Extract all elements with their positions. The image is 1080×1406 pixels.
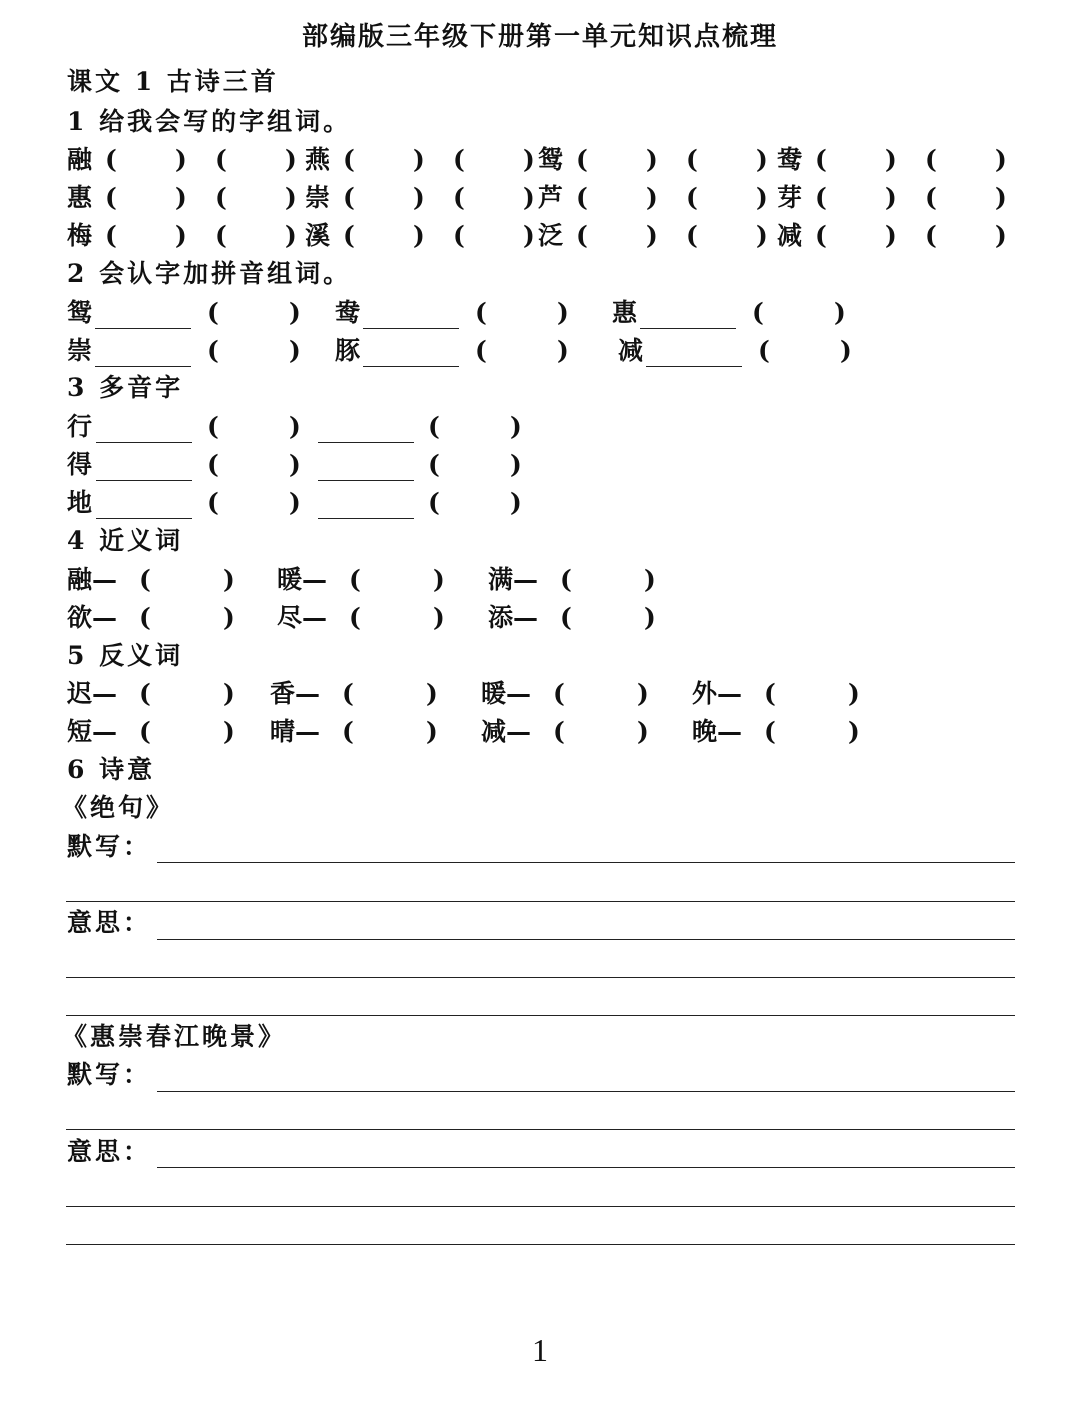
poem2-write-line[interactable] — [66, 1129, 1015, 1130]
paren-left[interactable]: ( — [686, 183, 698, 212]
poem1-write-line[interactable] — [66, 901, 1015, 902]
poem1-write-line[interactable] — [157, 862, 1015, 863]
paren-right[interactable]: ) — [289, 336, 301, 365]
char: 鸳 — [67, 298, 93, 327]
blank-line[interactable] — [318, 442, 414, 443]
blank-line[interactable] — [96, 518, 192, 519]
section6-heading: 6 诗意 — [67, 755, 156, 784]
paren-right[interactable]: ) — [289, 298, 301, 327]
char: 减— — [481, 717, 532, 746]
paren-left[interactable]: ( — [576, 145, 588, 174]
poem1-title: 《绝句》 — [62, 793, 175, 822]
blank-line[interactable] — [363, 328, 459, 329]
paren-right[interactable]: ) — [426, 679, 438, 708]
paren-left[interactable]: ( — [207, 298, 219, 327]
paren-left[interactable]: ( — [925, 145, 937, 174]
blank-line[interactable] — [640, 328, 736, 329]
blank-line[interactable] — [363, 366, 459, 367]
paren-right[interactable]: ) — [646, 183, 658, 212]
blank-line[interactable] — [96, 480, 192, 481]
paren-right[interactable]: ) — [433, 603, 445, 632]
paren-left[interactable]: ( — [453, 221, 465, 250]
paren-left[interactable]: ( — [475, 336, 487, 365]
paren-left[interactable]: ( — [139, 565, 151, 594]
paren-right[interactable]: ) — [289, 450, 301, 479]
paren-left[interactable]: ( — [207, 412, 219, 441]
paren-right[interactable]: ) — [223, 679, 235, 708]
paren-right[interactable]: ) — [557, 298, 569, 327]
char: 地 — [67, 488, 93, 517]
char: 晚— — [692, 717, 743, 746]
char: 添— — [488, 603, 539, 632]
page-number: 1 — [532, 1332, 548, 1368]
paren-right[interactable]: ) — [756, 183, 768, 212]
paren-right[interactable]: ) — [848, 679, 860, 708]
paren-right[interactable]: ) — [756, 145, 768, 174]
char: 短— — [67, 717, 118, 746]
paren-left[interactable]: ( — [758, 336, 770, 365]
paren-left[interactable]: ( — [553, 717, 565, 746]
paren-left[interactable]: ( — [453, 145, 465, 174]
paren-left[interactable]: ( — [342, 717, 354, 746]
char: 减 — [618, 336, 644, 365]
paren-left[interactable]: ( — [686, 145, 698, 174]
paren-right[interactable]: ) — [175, 145, 187, 174]
paren-right[interactable]: ) — [557, 336, 569, 365]
poem2-write-label: 默写： — [67, 1060, 152, 1089]
char: 崇 — [67, 336, 93, 365]
paren-right[interactable]: ) — [413, 183, 425, 212]
paren-left[interactable]: ( — [764, 717, 776, 746]
paren-left[interactable]: ( — [560, 603, 572, 632]
paren-left[interactable]: ( — [815, 145, 827, 174]
poem1-meaning-line[interactable] — [66, 977, 1015, 978]
char: 鸳 — [538, 145, 564, 174]
paren-right[interactable]: ) — [885, 145, 897, 174]
char: 惠 — [612, 298, 638, 327]
char: 香— — [270, 679, 321, 708]
poem2-meaning-label: 意思： — [67, 1137, 152, 1166]
paren-left[interactable]: ( — [139, 603, 151, 632]
page-title: 部编版三年级下册第一单元知识点梳理 — [301, 22, 778, 52]
paren-right[interactable]: ) — [510, 412, 522, 441]
char: 芦 — [538, 183, 564, 212]
paren-left[interactable]: ( — [343, 221, 355, 250]
paren-left[interactable]: ( — [576, 221, 588, 250]
paren-right[interactable]: ) — [840, 336, 852, 365]
paren-left[interactable]: ( — [215, 183, 227, 212]
poem1-write-label: 默写： — [67, 832, 152, 861]
paren-right[interactable]: ) — [995, 145, 1007, 174]
paren-right[interactable]: ) — [413, 221, 425, 250]
paren-right[interactable]: ) — [523, 221, 535, 250]
paren-right[interactable]: ) — [285, 221, 297, 250]
paren-left[interactable]: ( — [453, 183, 465, 212]
paren-right[interactable]: ) — [848, 717, 860, 746]
paren-left[interactable]: ( — [349, 603, 361, 632]
poem2-write-line[interactable] — [157, 1091, 1015, 1092]
char: 迟— — [67, 679, 118, 708]
char: 满— — [488, 565, 539, 594]
poem1-meaning-line[interactable] — [157, 939, 1015, 940]
section4-heading: 4 近义词 — [67, 526, 184, 555]
paren-right[interactable]: ) — [289, 488, 301, 517]
paren-right[interactable]: ) — [646, 221, 658, 250]
blank-line[interactable] — [318, 518, 414, 519]
paren-left[interactable]: ( — [764, 679, 776, 708]
paren-right[interactable]: ) — [175, 221, 187, 250]
paren-right[interactable]: ) — [223, 565, 235, 594]
char: 芽 — [777, 183, 803, 212]
paren-right[interactable]: ) — [756, 221, 768, 250]
paren-right[interactable]: ) — [510, 488, 522, 517]
paren-right[interactable]: ) — [433, 565, 445, 594]
paren-right[interactable]: ) — [637, 717, 649, 746]
char: 泛 — [538, 221, 564, 250]
blank-line[interactable] — [96, 442, 192, 443]
paren-left[interactable]: ( — [139, 679, 151, 708]
char: 行 — [67, 412, 93, 441]
blank-line[interactable] — [95, 366, 191, 367]
paren-left[interactable]: ( — [815, 221, 827, 250]
paren-left[interactable]: ( — [925, 221, 937, 250]
paren-left[interactable]: ( — [553, 679, 565, 708]
paren-right[interactable]: ) — [426, 717, 438, 746]
paren-right[interactable]: ) — [413, 145, 425, 174]
paren-left[interactable]: ( — [105, 221, 117, 250]
char: 溪 — [305, 221, 331, 250]
paren-right[interactable]: ) — [646, 145, 658, 174]
paren-right[interactable]: ) — [510, 450, 522, 479]
char: 豚 — [335, 336, 361, 365]
paren-left[interactable]: ( — [815, 183, 827, 212]
char: 鸯 — [335, 298, 361, 327]
poem1-meaning-label: 意思： — [67, 908, 152, 937]
poem2-title: 《惠崇春江晚景》 — [62, 1022, 287, 1051]
paren-left[interactable]: ( — [343, 183, 355, 212]
paren-right[interactable]: ) — [644, 603, 656, 632]
paren-right[interactable]: ) — [885, 183, 897, 212]
char: 减 — [777, 221, 803, 250]
char: 欲— — [67, 603, 118, 632]
char: 融 — [67, 145, 93, 174]
section5-heading: 5 反义词 — [67, 641, 184, 670]
char: 暖— — [481, 679, 532, 708]
paren-left[interactable]: ( — [428, 488, 440, 517]
section3-heading: 3 多音字 — [67, 373, 184, 402]
char: 融— — [67, 565, 118, 594]
blank-line[interactable] — [646, 366, 742, 367]
char: 外— — [692, 679, 743, 708]
paren-left[interactable]: ( — [343, 145, 355, 174]
paren-right[interactable]: ) — [523, 145, 535, 174]
paren-right[interactable]: ) — [285, 145, 297, 174]
paren-right[interactable]: ) — [175, 183, 187, 212]
paren-left[interactable]: ( — [105, 183, 117, 212]
paren-right[interactable]: ) — [644, 565, 656, 594]
paren-left[interactable]: ( — [207, 336, 219, 365]
char: 晴— — [270, 717, 321, 746]
paren-left[interactable]: ( — [105, 145, 117, 174]
char: 惠 — [67, 183, 93, 212]
paren-right[interactable]: ) — [995, 221, 1007, 250]
poem2-meaning-line[interactable] — [66, 1206, 1015, 1207]
char: 暖— — [277, 565, 328, 594]
paren-left[interactable]: ( — [342, 679, 354, 708]
lesson-heading: 课文 1 古诗三首 — [67, 67, 279, 96]
paren-right[interactable]: ) — [289, 412, 301, 441]
poem1-meaning-line[interactable] — [66, 1015, 1015, 1016]
paren-right[interactable]: ) — [885, 221, 897, 250]
paren-right[interactable]: ) — [523, 183, 535, 212]
char: 得 — [67, 450, 93, 479]
paren-right[interactable]: ) — [285, 183, 297, 212]
paren-left[interactable]: ( — [686, 221, 698, 250]
paren-right[interactable]: ) — [834, 298, 846, 327]
poem2-meaning-line[interactable] — [157, 1167, 1015, 1168]
char: 梅 — [67, 221, 93, 250]
paren-left[interactable]: ( — [560, 565, 572, 594]
paren-left[interactable]: ( — [428, 412, 440, 441]
paren-left[interactable]: ( — [215, 221, 227, 250]
char: 燕 — [305, 145, 331, 174]
paren-left[interactable]: ( — [215, 145, 227, 174]
paren-left[interactable]: ( — [752, 298, 764, 327]
blank-line[interactable] — [95, 328, 191, 329]
paren-left[interactable]: ( — [139, 717, 151, 746]
paren-right[interactable]: ) — [223, 603, 235, 632]
paren-right[interactable]: ) — [637, 679, 649, 708]
section2-heading: 2 会认字加拼音组词。 — [67, 259, 352, 288]
char: 鸯 — [777, 145, 803, 174]
paren-right[interactable]: ) — [995, 183, 1007, 212]
paren-left[interactable]: ( — [207, 450, 219, 479]
paren-right[interactable]: ) — [223, 717, 235, 746]
paren-left[interactable]: ( — [428, 450, 440, 479]
section1-heading: 1 给我会写的字组词。 — [67, 107, 352, 136]
paren-left[interactable]: ( — [207, 488, 219, 517]
poem2-meaning-line[interactable] — [66, 1244, 1015, 1245]
paren-left[interactable]: ( — [475, 298, 487, 327]
char: 崇 — [305, 183, 331, 212]
paren-left[interactable]: ( — [349, 565, 361, 594]
paren-left[interactable]: ( — [576, 183, 588, 212]
blank-line[interactable] — [318, 480, 414, 481]
paren-left[interactable]: ( — [925, 183, 937, 212]
char: 尽— — [277, 603, 328, 632]
